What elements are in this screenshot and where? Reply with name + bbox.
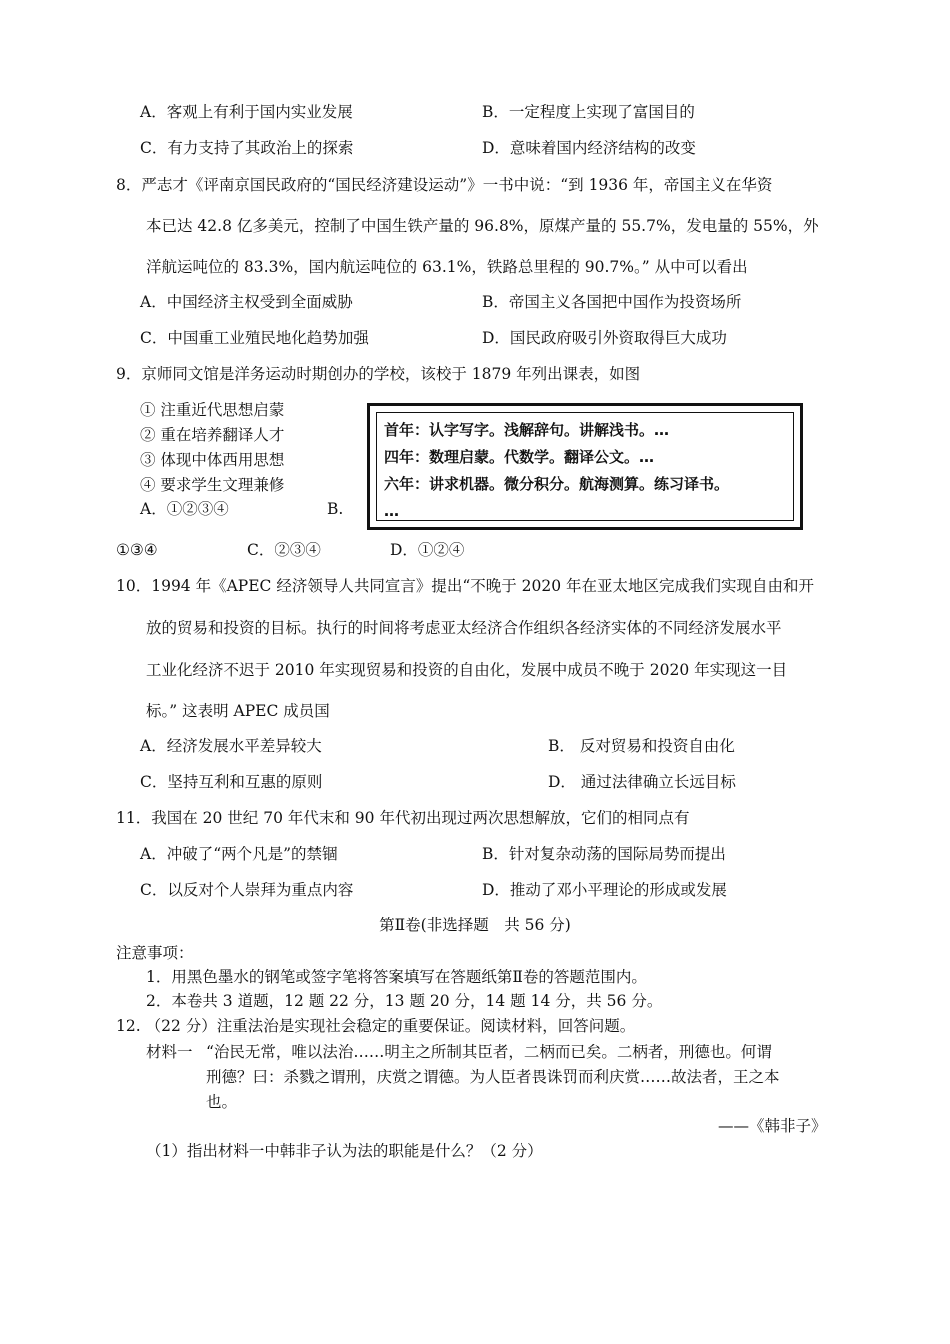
q9-statement-1: ① 注重近代思想启蒙 <box>140 401 285 419</box>
q11-stem: 11．我国在 20 世纪 70 年代末和 90 年代初出现过两次思想解放，它们的相同点有 <box>116 809 690 827</box>
note-1: 1．用黑色墨水的钢笔或签字笔将答案填写在答题纸第Ⅱ卷的答题范围内。 <box>146 968 647 986</box>
curriculum-year-1: 首年：认字写字。浅解辞句。讲解浅书。… <box>384 421 670 439</box>
q9-statement-3: ③ 体现中体西用思想 <box>140 451 285 469</box>
q10-stem-line4: 标。” 这表明 APEC 成员国 <box>146 702 330 720</box>
q11-option-a: A．冲破了“两个凡是”的禁锢 <box>140 845 338 863</box>
part2-title: 第Ⅱ卷(非选择题 共 56 分) <box>379 916 571 934</box>
q7-option-a: A．客观上有利于国内实业发展 <box>140 103 353 121</box>
q9-statement-2: ② 重在培养翻译人才 <box>140 426 285 444</box>
notes-label: 注意事项： <box>116 944 194 962</box>
q10-stem-line1: 10．1994 年《APEC 经济领导人共同宣言》提出“不晚于 2020 年在亚太地区完成我们实现自由和开 <box>116 577 815 595</box>
q9-stem: 9．京师同文馆是洋务运动时期创办的学校，该校于 1879 年列出课表，如图 <box>116 365 641 383</box>
q11-option-d: D．推动了邓小平理论的形成或发展 <box>482 881 727 899</box>
q10-option-c: C．坚持互利和互惠的原则 <box>140 773 323 791</box>
q10-option-d: D． 通过法律确立长远目标 <box>548 773 736 791</box>
q10-option-a: A．经济发展水平差异较大 <box>140 737 322 755</box>
q10-stem-line3: 工业化经济不迟于 2010 年实现贸易和投资的自由化，发展中成员不晚于 2020 年实现这一目 <box>146 661 788 679</box>
note-2: 2．本卷共 3 道题，12 题 22 分，13 题 20 分，14 题 14 分，共 56 分。 <box>146 992 663 1010</box>
q8-stem-line1: 8．严志才《评南京国民政府的“国民经济建设运动”》一书中说：“到 1936 年，帝国主义在华资 <box>116 176 773 194</box>
q12-subquestion-1: （1）指出材料一中韩非子认为法的职能是什么？（2 分） <box>146 1142 543 1160</box>
q8-option-a: A．中国经济主权受到全面威胁 <box>140 293 353 311</box>
material-1-label: 材料一 <box>146 1043 193 1061</box>
q7-option-b: B．一定程度上实现了富国目的 <box>482 103 695 121</box>
material-1-source: ——《韩非子》 <box>718 1117 827 1135</box>
material-1-line3: 也。 <box>206 1093 238 1111</box>
curriculum-ellipsis: … <box>384 502 399 520</box>
q9-option-a: A．①②③④ <box>140 500 229 518</box>
q7-option-c: C．有力支持了其政治上的探索 <box>140 139 354 157</box>
q9-option-b-continued: ①③④ <box>116 541 158 559</box>
q8-option-c: C．中国重工业殖民地化趋势加强 <box>140 329 369 347</box>
material-1-line2: 刑德？曰：杀戮之谓刑，庆赏之谓德。为人臣者畏诛罚而利庆赏……故法者，王之本 <box>206 1068 780 1086</box>
q11-option-b: B．针对复杂动荡的国际局势而提出 <box>482 845 726 863</box>
material-1-line1: “治民无常，唯以法治……明主之所制其臣者，二柄而已矣。二柄者，刑德也。何谓 <box>206 1043 772 1061</box>
q8-option-b: B．帝国主义各国把中国作为投资场所 <box>482 293 742 311</box>
q10-stem-line2: 放的贸易和投资的目标。执行的时间将考虑亚太经济合作组织各经济实体的不同经济发展水平 <box>146 619 782 637</box>
q9-statement-4: ④ 要求学生文理兼修 <box>140 476 285 494</box>
q9-option-d: D．①②④ <box>390 541 465 559</box>
q10-option-b: B． 反对贸易和投资自由化 <box>548 737 735 755</box>
curriculum-box <box>367 403 803 530</box>
curriculum-year-4: 四年：数理启蒙。代数学。翻译公文。… <box>384 448 655 466</box>
q8-stem-line3: 洋航运吨位的 83.3%，国内航运吨位的 63.1%，铁路总里程的 90.7%。” 从中可以看出 <box>146 258 748 276</box>
q9-option-b: B. <box>327 500 344 518</box>
q7-option-d: D．意味着国内经济结构的改变 <box>482 139 696 157</box>
q8-stem-line2: 本已达 42.8 亿多美元，控制了中国生铁产量的 96.8%，原煤产量的 55.7%，发电量的 55%，外 <box>146 217 819 235</box>
q12-stem: 12. （22 分）注重法治是实现社会稳定的重要保证。阅读材料，回答问题。 <box>116 1017 636 1035</box>
q9-option-c: C．②③④ <box>247 541 321 559</box>
curriculum-year-6: 六年：讲求机器。微分积分。航海测算。练习译书。 <box>384 475 730 493</box>
q8-option-d: D．国民政府吸引外资取得巨大成功 <box>482 329 727 347</box>
q11-option-c: C．以反对个人崇拜为重点内容 <box>140 881 354 899</box>
